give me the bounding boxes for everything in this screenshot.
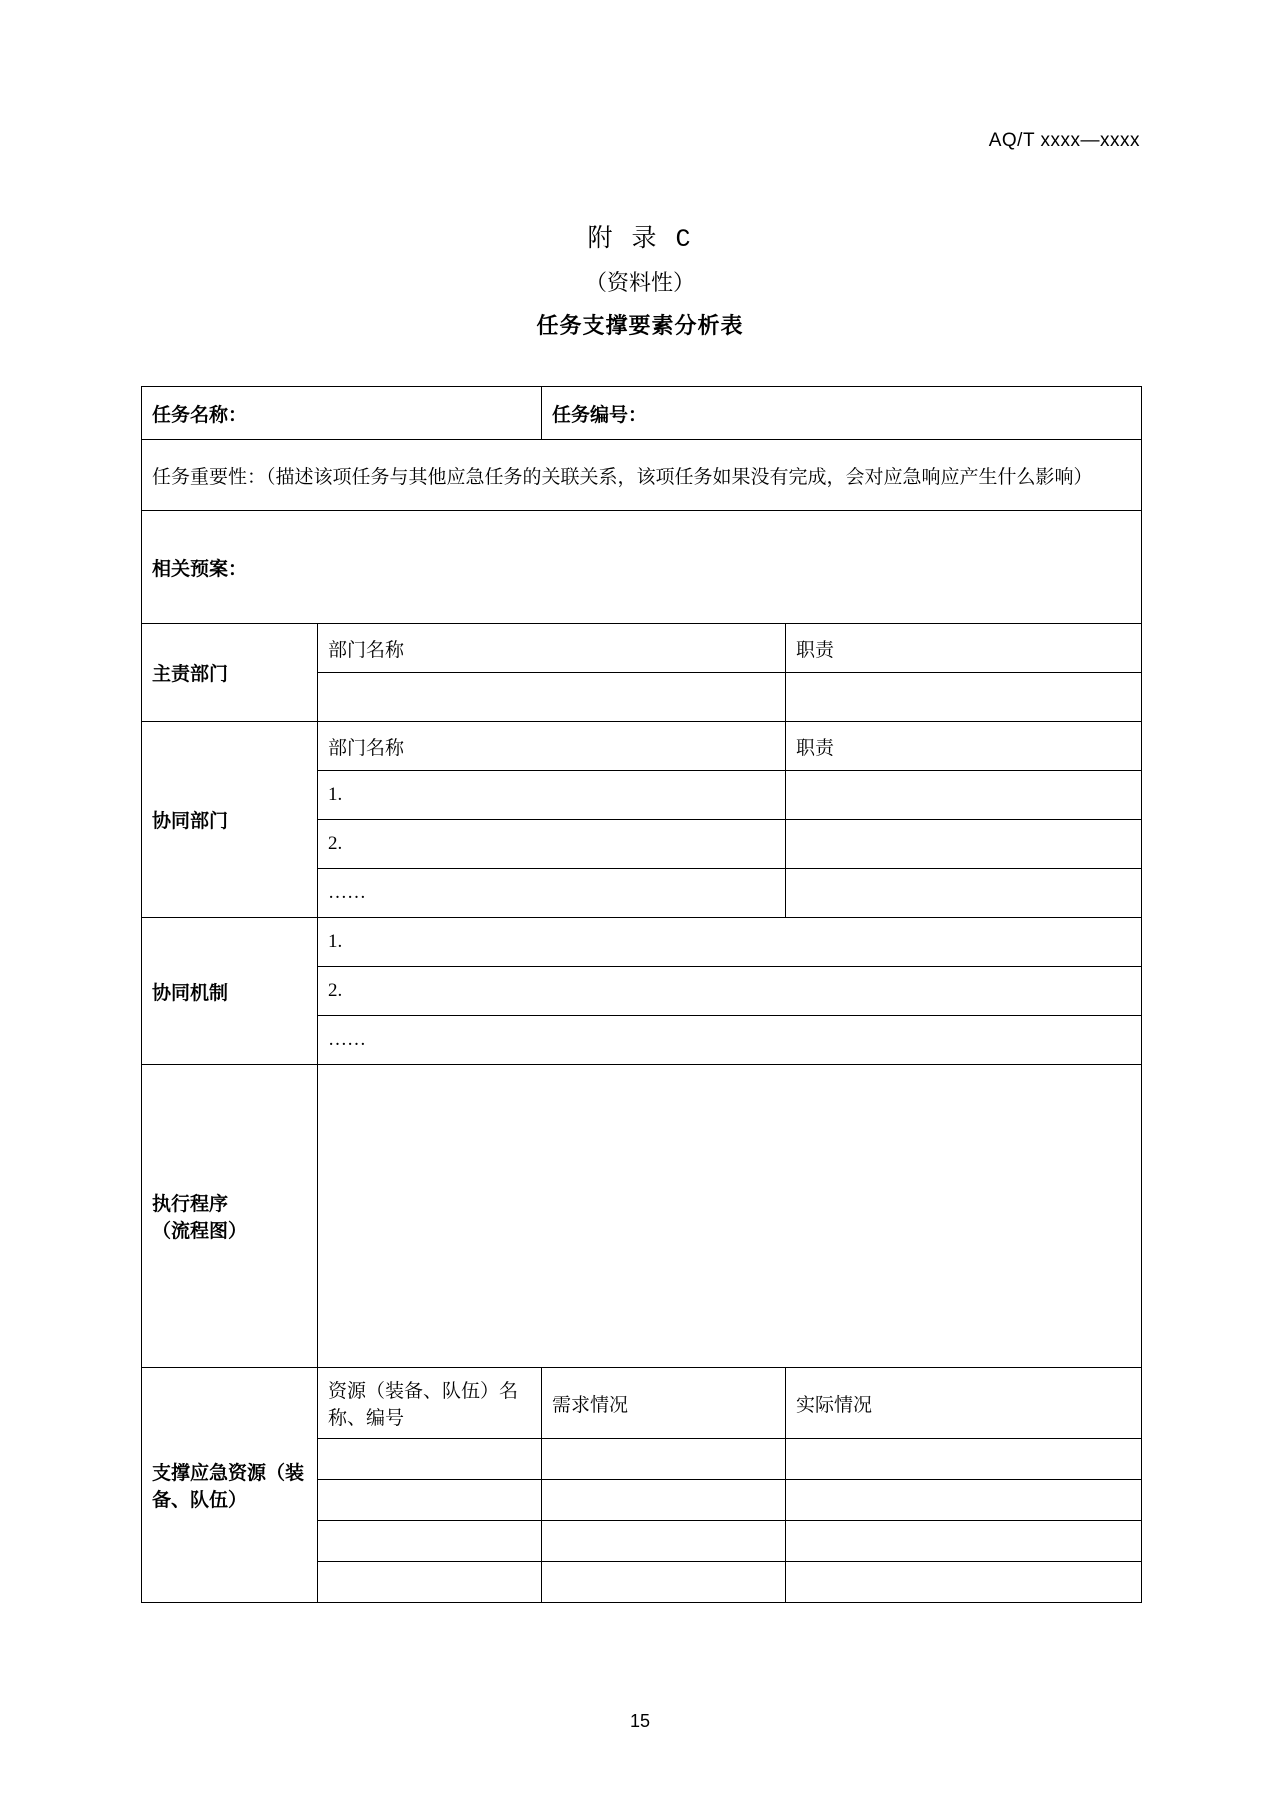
resource-actual-2[interactable] — [786, 1480, 1142, 1521]
procedure-label — [142, 1065, 318, 1368]
resource-label: 支撑应急资源（装备、队伍） — [142, 1368, 318, 1603]
coop-mechanism-label: 协同机制 — [142, 918, 318, 1065]
task-importance-note: （描述该项任务与其他应急任务的关联关系，该项任务如果没有完成，会对应急响应产生什么影响） — [266, 466, 1093, 488]
table-row — [142, 624, 1142, 673]
resource-name-2[interactable] — [318, 1480, 542, 1521]
coop-dept-label: 协同部门 — [142, 722, 318, 918]
resource-demand-3[interactable] — [542, 1521, 786, 1562]
standard-code-header: AQ/T xxxx—xxxx — [988, 130, 1140, 151]
resource-demand-2[interactable] — [542, 1480, 786, 1521]
table-row — [142, 511, 1142, 624]
coop-mechanism-row-2[interactable]: 2. — [318, 967, 1142, 1016]
main-dept-duty-value[interactable] — [786, 673, 1142, 722]
coop-dept-name-3[interactable]: …… — [318, 869, 786, 918]
main-dept-col-duty: 职责 — [786, 624, 1142, 673]
task-support-elements-table — [141, 386, 1142, 1603]
procedure-label-line1: 执行程序 — [152, 1194, 229, 1215]
coop-dept-col-duty: 职责 — [786, 722, 1142, 771]
main-dept-label: 主责部门 — [142, 624, 318, 722]
main-dept-name-value[interactable] — [318, 673, 786, 722]
resource-col-name: 资源（装备、队伍）名称、编号 — [318, 1368, 542, 1439]
resource-actual-3[interactable] — [786, 1521, 1142, 1562]
table-title: 任务支撑要素分析表 — [536, 313, 744, 338]
task-id-label: 任务编号： — [542, 387, 1142, 440]
table-row — [142, 1065, 1142, 1368]
resource-name-4[interactable] — [318, 1562, 542, 1603]
title-block — [0, 218, 1280, 340]
coop-dept-name-1[interactable]: 1. — [318, 771, 786, 820]
coop-dept-duty-3[interactable] — [786, 869, 1142, 918]
page-number: 15 — [629, 1711, 651, 1731]
coop-dept-duty-1[interactable] — [786, 771, 1142, 820]
main-dept-col-name: 部门名称 — [318, 624, 786, 673]
coop-dept-duty-2[interactable] — [786, 820, 1142, 869]
resource-demand-1[interactable] — [542, 1439, 786, 1480]
resource-col-demand: 需求情况 — [542, 1368, 786, 1439]
resource-demand-4[interactable] — [542, 1562, 786, 1603]
appendix-nature: （资料性） — [584, 270, 695, 295]
coop-dept-col-name: 部门名称 — [318, 722, 786, 771]
procedure-flowchart-area[interactable] — [318, 1065, 1142, 1368]
resource-actual-1[interactable] — [786, 1439, 1142, 1480]
task-importance-cell — [142, 440, 1142, 511]
coop-mechanism-row-1[interactable]: 1. — [318, 918, 1142, 967]
table-row — [142, 918, 1142, 967]
related-plan-label: 相关预案： — [142, 511, 1142, 624]
table-row — [142, 387, 1142, 440]
table-row — [142, 722, 1142, 771]
task-name-label: 任务名称： — [142, 387, 542, 440]
procedure-label-line2: （流程图） — [152, 1221, 248, 1242]
resource-name-1[interactable] — [318, 1439, 542, 1480]
resource-name-3[interactable] — [318, 1521, 542, 1562]
coop-mechanism-row-3[interactable]: …… — [318, 1016, 1142, 1065]
coop-dept-name-2[interactable]: 2. — [318, 820, 786, 869]
table-row — [142, 1368, 1142, 1439]
resource-col-actual: 实际情况 — [786, 1368, 1142, 1439]
appendix-title: 附 录 C — [587, 225, 693, 254]
resource-actual-4[interactable] — [786, 1562, 1142, 1603]
task-importance-label: 任务重要性： — [152, 466, 267, 488]
table-row — [142, 440, 1142, 511]
